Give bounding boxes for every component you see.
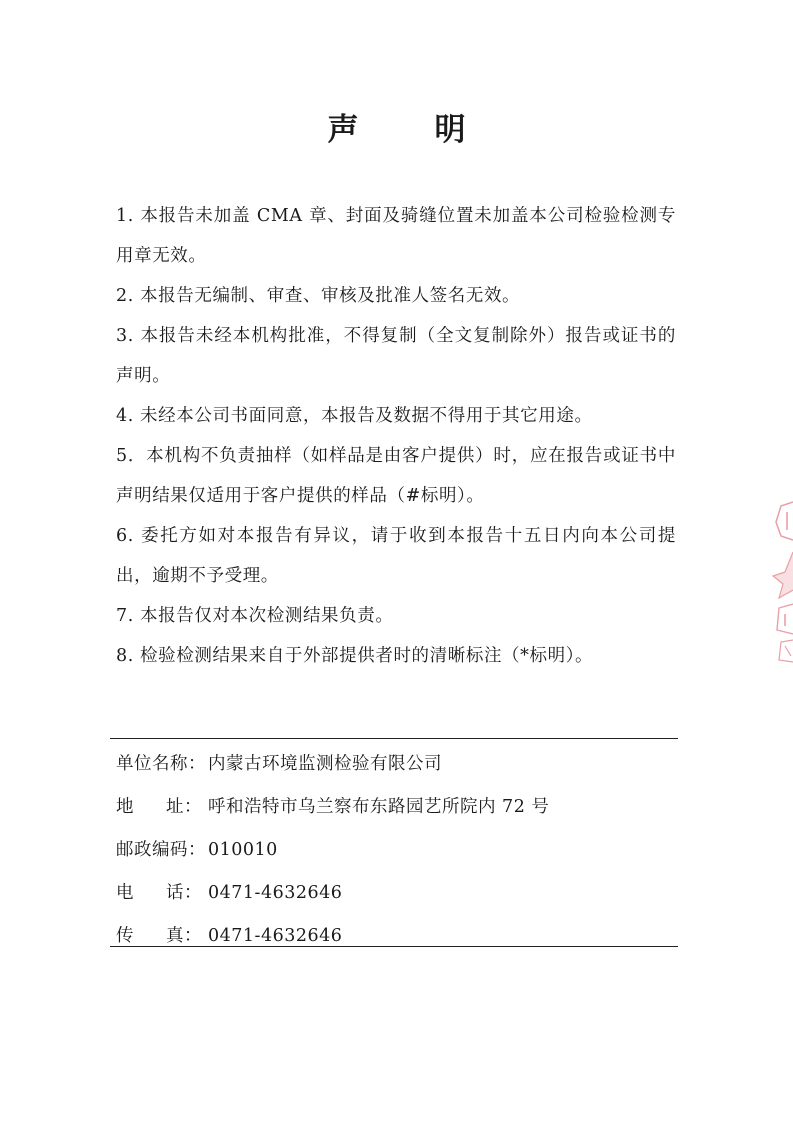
postcode-label: 邮政编码： [116,840,206,860]
clause-6: 6. 委托方如对本报告有异议，请于收到本报告十五日内向本公司提出，逾期不予受理。 [116,526,676,586]
contact-bottom-rule [110,946,678,947]
address-value: 呼和浩特市乌兰察布东路园艺所院内 72 号 [208,797,550,817]
contact-row-postcode [116,838,676,881]
contact-row-address [116,795,676,838]
page-title [0,104,793,149]
contact-top-rule [110,738,678,739]
contact-row-unit [116,752,676,795]
address-label: 地 址： [116,797,202,817]
perforation-seal-fragment [767,500,793,668]
fax-value: 0471-4632646 [208,926,343,946]
clause-4: 4. 未经本公司书面同意，本报告及数据不得用于其它用途。 [116,406,593,426]
unit-label: 单位名称： [116,754,206,774]
statement-clauses [116,196,676,676]
clause-7: 7. 本报告仅对本次检测结果负责。 [116,606,394,626]
seal-stamp-image [767,500,793,668]
postcode-value: 010010 [208,840,278,860]
title-char-1: 声 [327,112,359,148]
clause-5: 5．本机构不负责抽样（如样品是由客户提供）时，应在报告或证书中声明结果仅适用于客户提供的样品（#标明）。 [116,446,676,506]
contact-row-phone [116,881,676,924]
unit-value: 内蒙古环境监测检验有限公司 [208,754,442,774]
clause-1: 1. 本报告未加盖 CMA 章、封面及骑缝位置未加盖本公司检验检测专用章无效。 [116,206,676,266]
fax-label: 传 真： [116,926,202,946]
clause-3: 3. 本报告未经本机构批准，不得复制（全文复制除外）报告或证书的声明。 [116,326,676,386]
title-char-2: 明 [434,112,466,148]
phone-value: 0471-4632646 [208,883,343,903]
phone-label: 电 话： [116,883,202,903]
clause-2: 2. 本报告无编制、审查、审核及批准人签名无效。 [116,286,521,306]
clause-8: 8. 检验检测结果来自于外部提供者时的清晰标注（*标明）。 [116,646,594,666]
contact-block [116,752,676,967]
